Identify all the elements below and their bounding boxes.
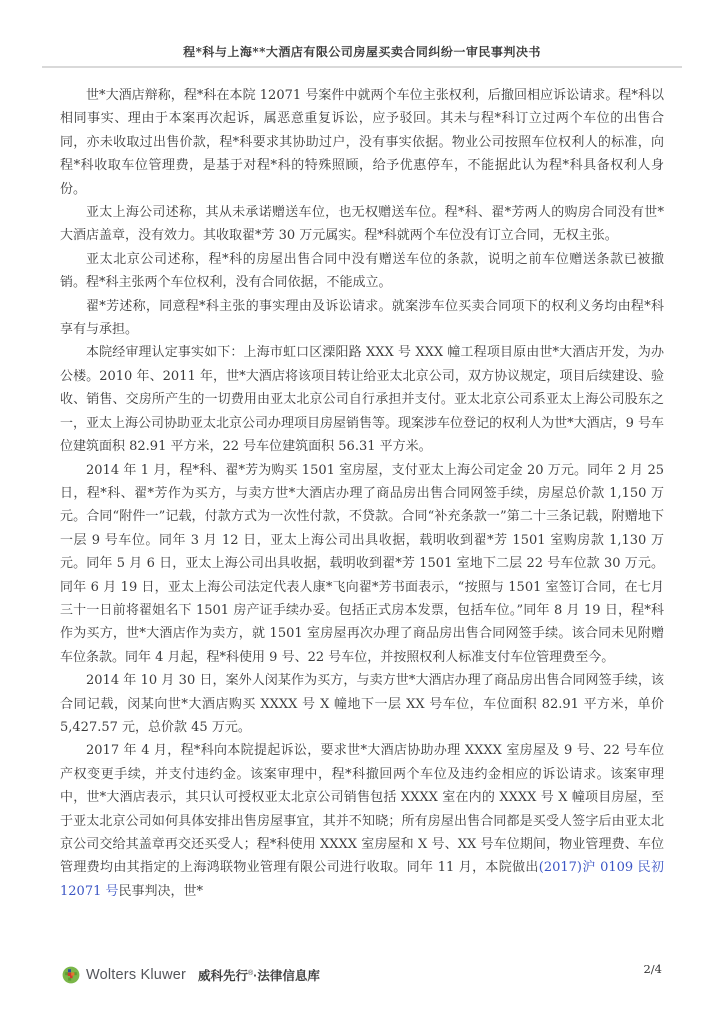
product-name-text: 威科先行 [198, 969, 249, 983]
facts-2017-paragraph [60, 739, 664, 903]
paragraph-text: 2017 年 4 月，程*科向本院提起诉讼，要求世*大酒店协助办理 XXXX 室房屋及 9 号、22 号车位产权变更手续，并支付违约金。该案审理中，程*科撤回两个车位及违约金相应的诉讼请求。该案审理中，世*大酒店表示，其只认可授权亚太北京公司销售包括 XXXX 室在内的 XXXX 号 X 幢项目房屋，至于亚太北京公司如何具体安排出售房屋事宜，其并不知晓；所有房屋出售合同都是买受人签字后由亚太北京公司交给其盖章再交还买受人；程*科使用 XXXX 室房屋和 X 号、XX 号车位期间，物业管理费、车位管理费均由其指定的上海鸿联物业管理有限公司进行收取。同年 11 月，本院做出 [60, 743, 664, 876]
paragraph-text: 亚太北京公司述称，程*科的房屋出售合同中没有赠送车位的条款，说明之前车位赠送条款已被撤销。程*科主张两个车位权利，没有合同依据，不能成立。 [60, 251, 664, 291]
product-suffix-text: ·法律信息库 [253, 969, 320, 983]
paragraph-text: 本院经审理认定事实如下：上海市虹口区溧阳路 XXX 号 XXX 幢工程项目原由世*大酒店开发，为办公楼。2010 年、2011 年，世*大酒店将该项目转让给亚太北京公司，双方协议规定，项目后续建设、验收、销售、交房所产生的一切费用由亚太北京公司自行承担并支付。亚太北京公司系亚太上海公司股东之一，亚太上海公司协助亚太北京公司办理项目房屋销售等。现案涉车位登记的权利人为世*大酒店，9 号车位建筑面积 82.91 平方米，22 号车位建筑面积 56.31 平方米。 [60, 345, 664, 455]
defense-paragraph [60, 84, 664, 201]
paragraph-text: 世*大酒店辩称，程*科在本院 12071 号案件中就两个车位主张权利，后撤回相应诉讼请求。程*科以相同事实、理由于本案再次起诉，属恶意重复诉讼，应予驳回。其未与程*科订立过两个车位的出售合同，亦未收取过出售价款，程*科要求其协助过户，没有事实依据。物业公司按照车位权利人的标准，向程*科收取车位管理费，是基于对程*科的特殊照顾，给予优惠停车，不能据此认为程*科具备权利人身份。 [60, 88, 664, 197]
facts-2014-october-paragraph [60, 669, 664, 739]
court-findings-paragraph [60, 341, 664, 458]
yatai-beijing-statement-paragraph [60, 248, 664, 295]
zhai-fang-statement-paragraph [60, 295, 664, 342]
paragraph-text: 翟*芳述称，同意程*科主张的事实理由及诉讼请求。就案涉车位买卖合同项下的权利义务均由程*科享有与承担。 [60, 298, 664, 338]
document-title: 程*科与上海**大酒店有限公司房屋买卖合同纠纷一审民事判决书 [183, 45, 541, 59]
case-citation-link[interactable]: (2017)沪 0109 民初 12071 号 [60, 860, 665, 899]
yatai-shanghai-statement-paragraph [60, 201, 664, 248]
footer-brand [62, 966, 320, 984]
paragraph-text: 亚太上海公司述称，其从未承诺赠送车位，也无权赠送车位。程*科、翟*芳两人的购房合同没有世*大酒店盖章，没有效力。其收取翟*芳 30 万元属实。程*科就两个车位没有订立合同，无权主张。 [60, 205, 664, 244]
title-divider [42, 66, 682, 68]
facts-2014-paragraph [60, 459, 664, 670]
wolters-kluwer-logo [62, 966, 80, 984]
brand-name: Wolters Kluwer [86, 967, 187, 983]
registered-trademark-mark: ® [248, 969, 254, 977]
paragraph-text: 民事判决，世* [118, 883, 204, 899]
document-body [60, 84, 664, 903]
page-number: 2/4 [643, 962, 662, 976]
product-name [198, 966, 320, 984]
paragraph-text: 2014 年 10 月 30 日，案外人闵某作为买方，与卖方世*大酒店办理了商品房出售合同网签手续，该合同记载，闵某向世*大酒店购买 XXXX 号 X 幢地下一层 XX 号车位，车位面积 82.91 平方米，单价 5,427.57 元，总价款 45 万元。 [60, 673, 664, 735]
paragraph-text: 2014 年 1 月，程*科、翟*芳为购买 1501 室房屋，支付亚太上海公司定金 20 万元。同年 2 月 25 日，程*科、翟*芳作为买方，与卖方世*大酒店办理了商品房出售合同网签手续，房屋总价款 1,150 万元。合同“附件一”记载，付款方式为一次性付款，不贷款。合同“补充条款一”第二十三条记载，附赠地下一层 9 号车位。同年 3 月 12 日，亚太上海公司出具收据，载明收到翟*芳 1501 室购房款 1,130 万元。同年 5 月 6 日，亚太上海公司出具收据，载明收到翟*芳 1501 室地下二层 22 号车位款 30 万元。同年 6 月 19 日，亚太上海公司法定代表人康*飞向翟*芳书面表示，“按照与 1501 室签订合同，在七月三十一日前将翟姐名下 1501 房产证手续办妥。包括正式房本发票，包括车位。”同年 8 月 19 日，程*科作为买方，世*大酒店作为卖方，就 1501 室房屋再次办理了商品房出售合同网签手续。该合同未见附赠车位条款。同年 4 月起，程*科使用 9 号、22 号车位，并按照权利人标准支付车位管理费至今。 [60, 462, 664, 665]
